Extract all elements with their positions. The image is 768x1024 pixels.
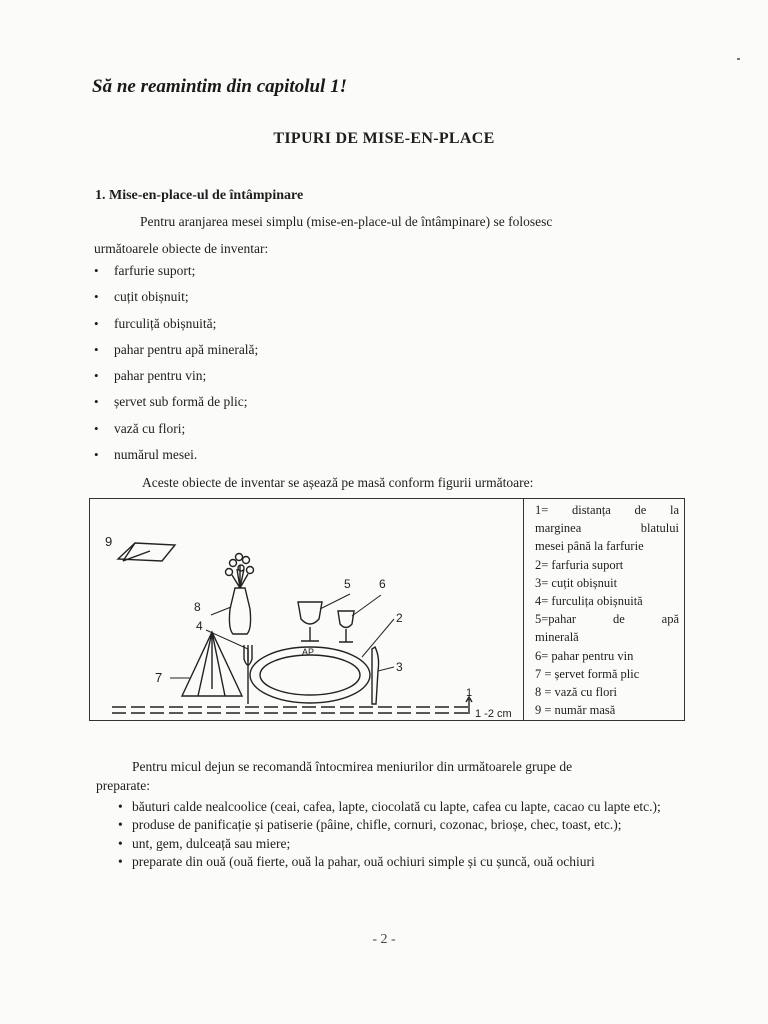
legend-line: minerală (535, 630, 579, 645)
table-number-card (118, 543, 175, 561)
list-item (92, 420, 258, 446)
list-item-text: preparate din ouă (ouă fierte, ouă la pahar, ouă ochiuri simple și cu șuncă, ouă ochiuri (132, 853, 595, 869)
legend-line: 3= cuțit obișnuit (535, 575, 618, 590)
review-title: Să ne reamintim din capitolul 1! (92, 76, 347, 97)
list-item-text: furculiță obișnuită; (114, 315, 217, 331)
legend-line: 9 = număr masă (535, 703, 616, 718)
intro-line-1: Pentru aranjarea mesei simplu (mise-en-place-ul de întâmpinare) se folosesc (140, 214, 553, 229)
wine-glass (338, 611, 354, 642)
breakfast-intro-line-1: Pentru micul dejun se recomandă întocmirea meniurilor din următoarele grupe de (132, 759, 573, 774)
label-9: 9 (105, 534, 113, 549)
legend-line: 6= pahar pentru vin (535, 648, 634, 663)
list-item-text: șervet sub formă de plic; (114, 394, 248, 410)
bullet: • (94, 263, 99, 278)
list-item-text: pahar pentru apă minerală; (114, 341, 259, 357)
list-item (92, 367, 258, 393)
label-2: 2 (396, 611, 403, 625)
breakfast-list (118, 798, 697, 871)
bullet: • (94, 420, 99, 436)
list-item-text: farfurie suport; (114, 263, 196, 278)
flower-vase (226, 554, 254, 635)
legend-line: 5=pahar de apă (535, 612, 679, 627)
water-glass (298, 602, 322, 641)
list-item (118, 816, 697, 834)
list-item-text: băuturi calde nealcoolice (ceai, cafea, lapte, ciocolată cu lapte, cafea cu lapte, cacao cu lapte etc.); (132, 799, 661, 814)
legend-line: mesei până la farfurie (535, 539, 644, 554)
table-setting-drawing (90, 499, 523, 722)
list-item-text: produse de panificație și patiserie (pâine, chifle, cornuri, cozonac, brioșe, chec, toast, etc.); (132, 817, 622, 833)
bullet: • (94, 341, 99, 357)
leader-lines (170, 594, 394, 678)
inventory-list (92, 262, 258, 472)
table-setting-figure (89, 498, 685, 721)
bullet: • (94, 447, 99, 463)
label-8: 8 (194, 600, 201, 614)
page-title: TIPURI DE MISE-EN-PLACE (273, 130, 495, 147)
bullet: • (118, 799, 123, 814)
list-item (92, 446, 258, 472)
list-item (92, 315, 258, 341)
label-6: 6 (379, 577, 386, 591)
list-item (118, 853, 697, 871)
list-item-text: pahar pentru vin; (114, 368, 207, 384)
page-number: - 2 - (372, 932, 396, 947)
legend-line: 4= furculița obișnuită (535, 594, 643, 609)
figure-intro: Aceste obiecte de inventar se așează pe masă conform figurii următoare: (142, 475, 534, 490)
bullet: • (118, 835, 123, 851)
list-item (118, 798, 697, 816)
label-5: 5 (344, 577, 351, 591)
distance-arrow (466, 697, 472, 714)
knife (372, 647, 379, 704)
label-4: 4 (196, 619, 203, 633)
bullet: • (118, 817, 123, 833)
bullet: • (118, 853, 123, 869)
list-item (118, 835, 697, 853)
scan-speck (737, 58, 740, 60)
figure-legend (535, 501, 679, 719)
list-item-text: numărul mesei. (114, 447, 198, 463)
breakfast-intro-line-2: preparate: (96, 778, 150, 793)
bullet: • (94, 289, 99, 305)
list-item (92, 393, 258, 419)
legend-line: 1= distanța de la (535, 503, 679, 517)
label-1: 1 (466, 687, 473, 699)
list-item (92, 341, 258, 367)
folded-napkin (182, 632, 242, 696)
figure-divider (523, 499, 524, 720)
list-item-text: cuțit obișnuit; (114, 289, 189, 305)
label-ap: AP (302, 647, 315, 657)
legend-line: 2= farfuria suport (535, 557, 624, 572)
label-7: 7 (155, 670, 163, 685)
section-heading: 1. Mise-en-place-ul de întâmpinare (95, 188, 304, 203)
list-item (92, 262, 258, 288)
list-item-text: vază cu flori; (114, 420, 186, 436)
legend-line: 7 = șervet formă plic (535, 666, 640, 681)
bullet: • (94, 368, 99, 384)
fork (244, 645, 252, 704)
bullet: • (94, 315, 99, 331)
legend-line: 8 = vază cu flori (535, 685, 618, 700)
list-item (92, 288, 258, 314)
intro-line-2: următoarele obiecte de inventar: (94, 241, 269, 256)
distance-label: 1 -2 cm (475, 708, 512, 720)
list-item-text: unt, gem, dulceață sau miere; (132, 835, 291, 851)
bullet: • (94, 394, 99, 410)
label-3: 3 (396, 660, 403, 674)
legend-line: marginea blatului (535, 521, 679, 536)
